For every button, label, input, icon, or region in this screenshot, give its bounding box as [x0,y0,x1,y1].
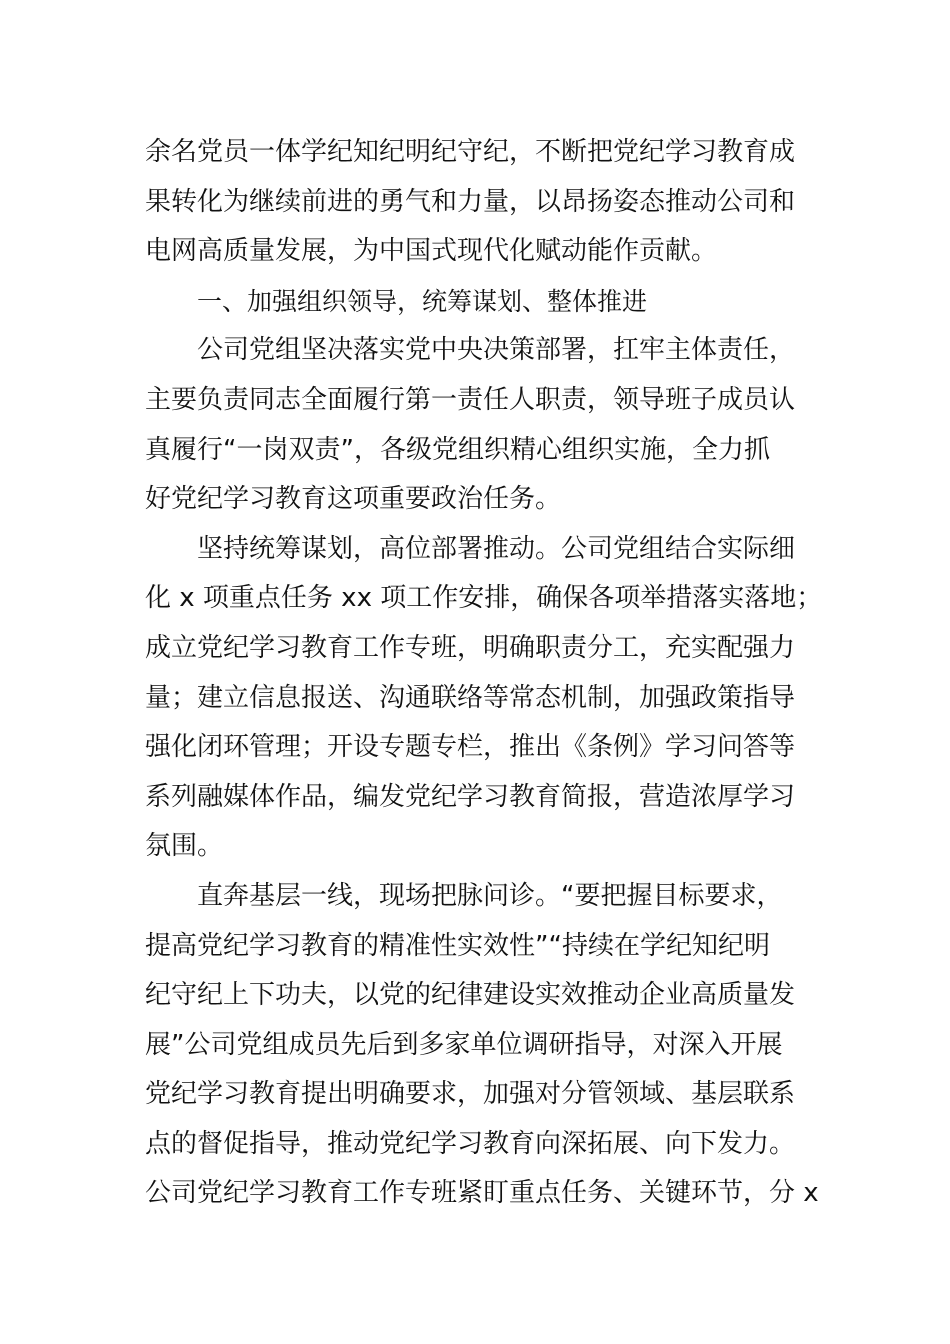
text-line: 化 x 项重点任务 xx 项工作安排，确保各项举措落实落地； [145,583,823,614]
text-line: 氛围。 [145,831,224,862]
text-line: 真履行“一岗双责”，各级党组织精心组织实施，全力抓 [145,434,770,465]
text-line: 提高党纪学习教育的精准性实效性”“持续在学纪知纪明 [145,930,770,961]
text-line: 主要负责同志全面履行第一责任人职责，领导班子成员认 [145,384,796,415]
text-line: 直奔基层一线，现场把脉问诊。“要把握目标要求， [197,880,783,911]
text-line: 公司党组坚决落实党中央决策部署，扛牢主体责任， [197,335,796,366]
text-line: 纪守纪上下功夫，以党的纪律建设实效推动企业高质量发 [145,980,796,1011]
text-line: 点的督促指导，推动党纪学习教育向深拓展、向下发力。 [145,1128,796,1159]
section-heading: 一、加强组织领导，统筹谋划、整体推进 [197,286,648,316]
text-line: 果转化为继续前进的勇气和力量，以昂扬姿态推动公司和 [145,186,796,217]
text-line: 坚持统筹谋划，高位部署推动。公司党组结合实际细 [197,533,796,564]
text-line: 强化闭环管理；开设专题专栏，推出《条例》学习问答等 [145,732,796,763]
text-line: 余名党员一体学纪知纪明纪守纪，不断把党纪学习教育成 [145,137,796,167]
text-line: 系列融媒体作品，编发党纪学习教育简报，营造浓厚学习 [145,781,796,812]
text-line: 量；建立信息报送、沟通联络等常态机制，加强政策指导 [145,682,796,713]
text-line: 公司党纪学习教育工作专班紧盯重点任务、关键环节，分 x [145,1178,819,1209]
text-line: 电网高质量发展，为中国式现代化赋动能作贡献。 [145,236,718,267]
text-line: 成立党纪学习教育工作专班，明确职责分工，充实配强力 [145,632,796,663]
text-line: 展”公司党组成员先后到多家单位调研指导，对深入开展 [145,1029,783,1060]
text-line: 好党纪学习教育这项重要政治任务。 [145,484,562,515]
document-body [145,128,823,1219]
text-line: 党纪学习教育提出明确要求，加强对分管领域、基层联系 [145,1079,796,1110]
